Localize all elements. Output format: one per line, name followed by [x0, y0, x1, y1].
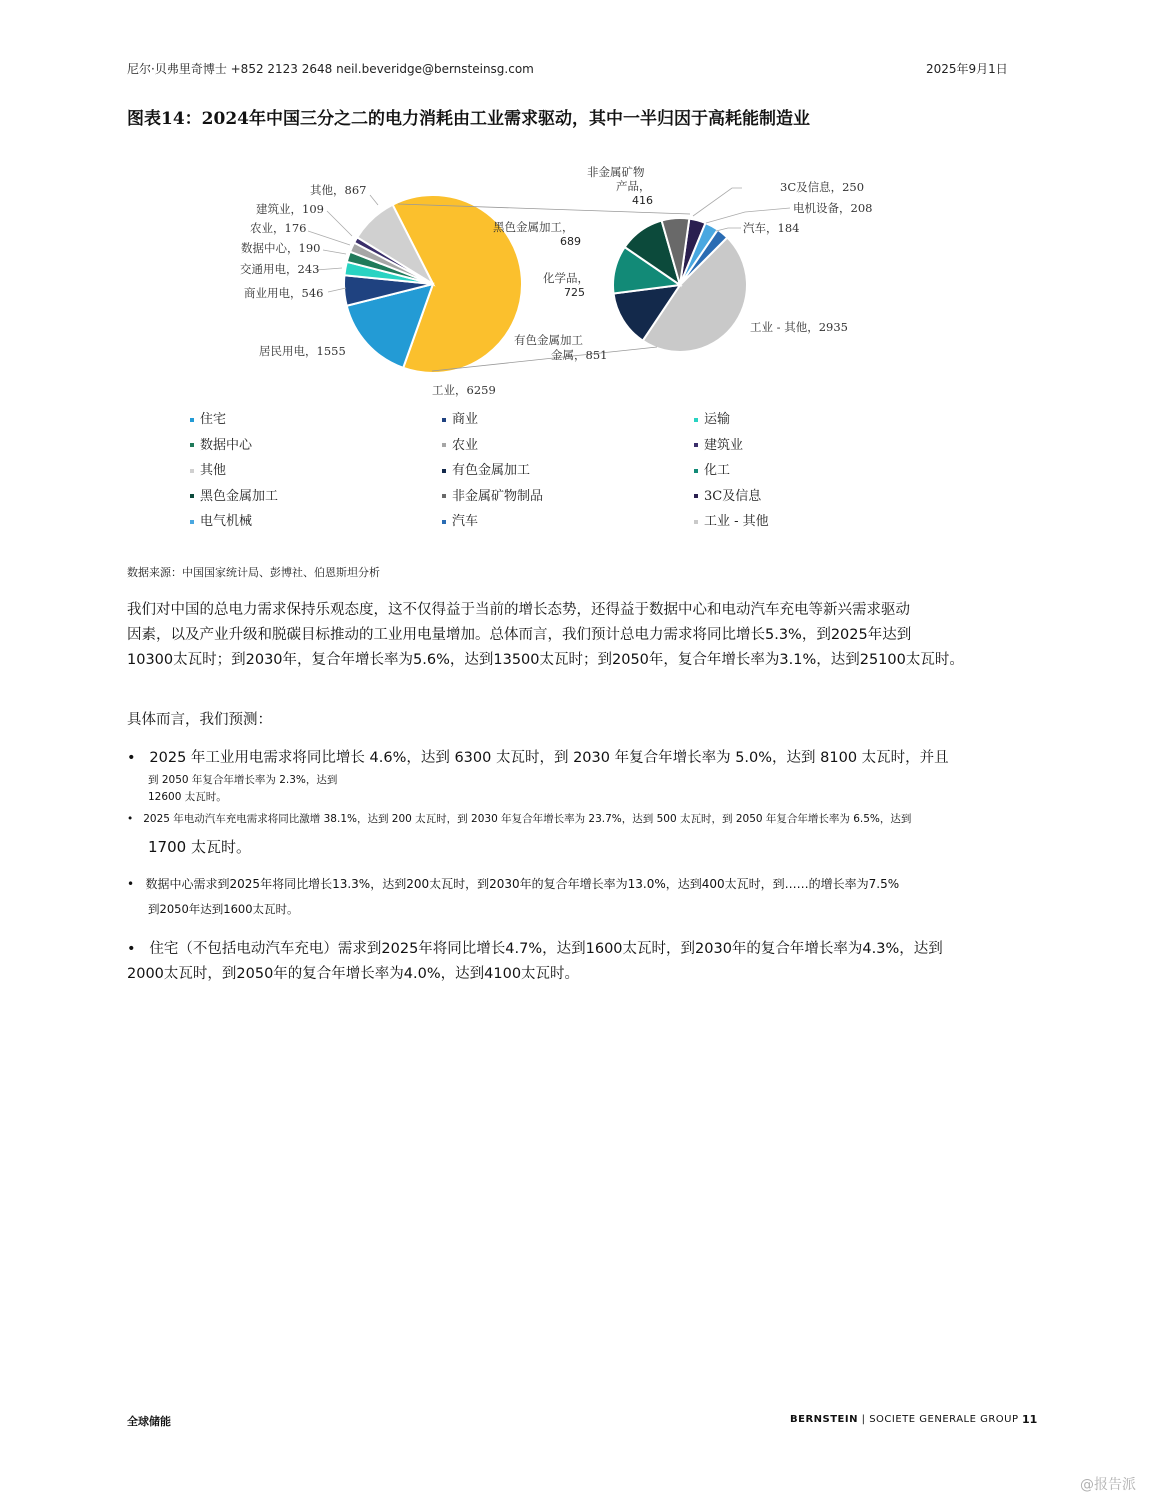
label-datacenter: 数据中心，190	[241, 241, 321, 255]
footer-section: 全球储能	[127, 1415, 171, 1428]
legend-item	[694, 408, 730, 427]
bullet-dot: •	[127, 877, 146, 891]
legend-item	[190, 408, 226, 427]
legend-label: 非金属矿物制品	[452, 488, 544, 504]
legend-swatch	[694, 418, 698, 422]
legend-item	[694, 510, 769, 529]
legend-swatch	[190, 443, 194, 447]
legend-label: 3C及信息	[704, 488, 762, 504]
legend-swatch	[694, 443, 698, 447]
sub-pie	[613, 218, 747, 352]
legend-item	[442, 434, 478, 453]
bullet-text: 住宅（不包括电动汽车充电）需求到2025年将同比增长4.7%，达到1600太瓦时，到2030年的复合年增长率为4.3%，达到	[149, 941, 943, 957]
label-nonferrous-1: 有色金属加工	[514, 333, 583, 347]
legend-label: 农业	[452, 437, 479, 453]
legend-label: 住宅	[200, 412, 227, 427]
legend-swatch	[442, 443, 446, 447]
header-date: 2025年9月1日	[926, 62, 1008, 76]
bullet-ev	[127, 811, 1027, 827]
legend-label: 汽车	[452, 514, 479, 529]
legend-label: 运输	[704, 412, 731, 427]
bullet-datacenter-cont: 到2050年达到1600太瓦时。	[148, 902, 299, 916]
legend-item	[442, 459, 530, 478]
paragraph-line: 10300太瓦时；到2030年，复合年增长率为5.6%，达到13500太瓦时；到2050年，复合年增长率为3.1%，达到25100太瓦时。	[127, 652, 964, 668]
legend-item	[190, 459, 226, 478]
legend-swatch	[190, 469, 194, 473]
footer-brand	[790, 1414, 1019, 1425]
bullet-dot: •	[127, 813, 144, 825]
legend-swatch	[442, 494, 446, 498]
label-construction: 建筑业，109	[256, 202, 324, 216]
paragraph-forecast-intro: 具体而言，我们预测：	[127, 712, 272, 728]
label-nonmetal-1: 非金属矿物	[587, 165, 645, 179]
label-chem-2: 725	[564, 286, 585, 299]
label-motor: 电机设备，208	[793, 201, 873, 215]
bullet-datacenter	[127, 875, 1027, 892]
label-other: 其他，867	[310, 183, 367, 197]
legend-item	[694, 434, 743, 453]
label-agriculture: 农业，176	[250, 221, 307, 235]
figure-title: 图表14：2024年中国三分之二的电力消耗由工业需求驱动，其中一半归因于高耗能制造业	[127, 109, 810, 129]
legend-label: 有色金属加工	[452, 463, 531, 478]
legend-label: 建筑业	[704, 437, 744, 453]
bullet-ev-cont: 1700 太瓦时。	[148, 838, 251, 856]
legend-label: 商业	[452, 412, 479, 427]
label-residential: 居民用电，1555	[259, 344, 346, 358]
legend-item	[442, 510, 478, 529]
legend-item	[442, 485, 543, 504]
legend-label: 化工	[704, 463, 731, 478]
legend-item	[694, 485, 761, 504]
label-nonmetal-2: 产品，	[616, 179, 651, 193]
label-transport: 交通用电，243	[240, 262, 320, 276]
legend-swatch	[694, 469, 698, 473]
bullet-text: 2025 年工业用电需求将同比增长 4.6%，达到 6300 太瓦时，到 2030 年复合年增长率为 5.0%，达到 8100 太瓦时，并且	[149, 750, 949, 766]
bullet-industry-cont-2: 12600 太瓦时。	[148, 791, 227, 803]
label-nonferrous-2: 金属，851	[551, 348, 608, 362]
legend-label: 数据中心	[200, 437, 253, 453]
legend-label: 黑色金属加工	[200, 488, 279, 504]
brand-bernstein: BERNSTEIN	[790, 1414, 858, 1425]
legend-label: 电气机械	[200, 514, 253, 529]
legend-swatch	[190, 418, 194, 422]
label-industry: 工业，6259	[432, 383, 496, 397]
pie-chart	[0, 0, 1159, 560]
header-author: 尼尔·贝弗里奇博士 +852 2123 2648 neil.beveridge@bernsteinsg.com	[127, 62, 534, 76]
label-ferrous-1: 黑色金属加工，	[493, 220, 574, 234]
legend-swatch	[694, 494, 698, 498]
bullet-dot: •	[127, 941, 150, 957]
bullet-text: 数据中心需求到2025年将同比增长13.3%，达到200太瓦时，到2030年的复合年增长率为13.0%，达到400太瓦时，到……的增长率为7.5%	[145, 877, 900, 891]
legend-swatch	[694, 520, 698, 524]
bullet-industry	[127, 746, 1027, 771]
brand-sg: | SOCIETE GENERALE GROUP	[861, 1414, 1019, 1425]
page-number: 11	[1022, 1413, 1038, 1426]
legend-swatch	[442, 469, 446, 473]
label-commercial: 商业用电，546	[244, 286, 324, 300]
legend-item	[694, 459, 730, 478]
label-nonmetal-3: 416	[632, 194, 653, 207]
legend-item	[442, 408, 478, 427]
bullet-text-cont: 2000太瓦时，到2050年的复合年增长率为4.0%，达到4100太瓦时。	[127, 966, 580, 982]
paragraph-line: 我们对中国的总电力需求保持乐观态度，这不仅得益于当前的增长态势，还得益于数据中心和电动汽车充电等新兴需求驱动	[127, 602, 910, 618]
legend-item	[190, 510, 252, 529]
label-auto: 汽车，184	[743, 221, 800, 235]
legend-label: 工业 - 其他	[704, 514, 769, 529]
legend-swatch	[442, 418, 446, 422]
paragraph-outlook	[127, 598, 1027, 673]
legend-swatch	[190, 494, 194, 498]
data-source: 数据来源：中国国家统计局、彭博社、伯恩斯坦分析	[127, 566, 380, 579]
legend-label: 其他	[200, 463, 227, 478]
bullet-text: 2025 年电动汽车充电需求将同比激增 38.1%，达到 200 太瓦时，到 2030 年复合年增长率为 23.7%，达到 500 太瓦时，到 2050 年复合年增长率为 6.5%，达到	[143, 813, 912, 825]
label-ferrous-2: 689	[560, 235, 581, 248]
bullet-dot: •	[127, 750, 150, 766]
watermark: @报告派	[1080, 1477, 1136, 1493]
legend-item	[190, 434, 252, 453]
paragraph-line: 因素，以及产业升级和脱碳目标推动的工业用电量增加。总体而言，我们预计总电力需求将同比增长5.3%，到2025年达到	[127, 627, 912, 643]
legend-swatch	[190, 520, 194, 524]
bullet-residential	[127, 937, 1027, 987]
label-chem-1: 化学品，	[543, 271, 589, 285]
label-ind-other: 工业 - 其他，2935	[750, 320, 848, 334]
bullet-industry-cont-1: 到 2050 年复合年增长率为 2.3%，达到	[148, 774, 338, 786]
legend-swatch	[442, 520, 446, 524]
label-c3: 3C及信息，250	[780, 180, 865, 194]
legend-item	[190, 485, 278, 504]
